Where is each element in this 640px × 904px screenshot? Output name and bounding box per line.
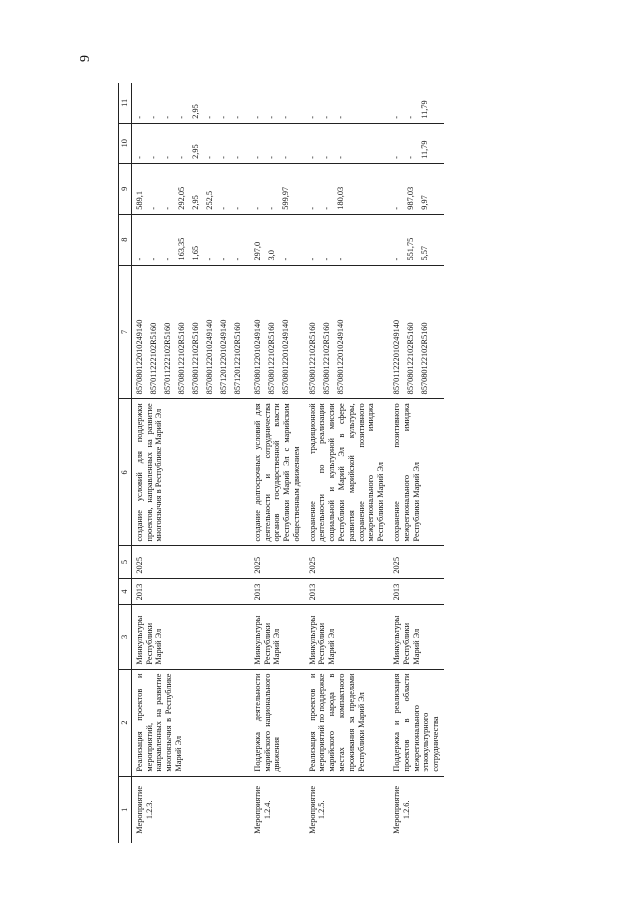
amount-col9	[305, 163, 389, 214]
amount-col11-value: -	[176, 115, 186, 119]
amount-col9-value: 252,5	[204, 191, 214, 210]
amount-col10-value: -	[335, 156, 345, 159]
executor: Минкультуры Республики Марий Эл	[305, 605, 389, 669]
amount-col9-value: -	[252, 206, 262, 210]
budget-code-value: 857011222010249140	[391, 319, 401, 395]
amount-col10	[131, 123, 250, 163]
amount-col9-value: 987,03	[405, 186, 415, 210]
amount-col9-value: -	[266, 206, 276, 210]
amount-col8	[250, 214, 305, 265]
amount-col9-value: 599,97	[280, 186, 290, 210]
amount-col10	[389, 123, 444, 163]
amount-col10-value: -	[266, 156, 276, 159]
amount-col11-value: -	[162, 115, 172, 119]
budget-code-value: 857080122010249140	[335, 319, 345, 395]
amount-col8	[305, 214, 389, 265]
end-year: 2025	[389, 546, 444, 578]
amount-col10-value: -	[176, 156, 186, 159]
rotated-table-sheet	[118, 83, 570, 843]
amount-col8	[131, 214, 250, 265]
measure-label: Мероприятие 1.2.6.	[391, 785, 411, 834]
amount-col11-value: -	[321, 115, 331, 119]
col-header: 9	[119, 163, 132, 214]
amount-col8-value: 5,57	[419, 246, 429, 261]
amount-col8-value: 1,65	[190, 246, 200, 261]
expected-result: сохранение традиционной деятельности по реализации социальной и культурной миссии Республики Марий Эл в сфере развития марийской культуры, сохранение позитивного межрегионального имиджа Республики Марий Эл	[305, 399, 389, 546]
budget-code-value: 857080122102R5160	[176, 322, 186, 395]
amount-col8-value: 163,35	[176, 237, 186, 261]
amount-col9-value: -	[321, 206, 331, 210]
amount-col8-value: -	[162, 257, 172, 261]
amount-col8-value: -	[218, 257, 228, 261]
amount-col9-value: -	[307, 206, 317, 210]
amount-col10-value: 2,95	[190, 144, 200, 159]
measure-label: Мероприятие 1.2.3.	[134, 785, 154, 834]
amount-col9	[250, 163, 305, 214]
budget-code-value: 857011222102R5160	[162, 322, 172, 395]
amount-col9-value: -	[218, 206, 228, 210]
amount-col10-value: -	[405, 156, 415, 159]
amount-col11-value: -	[218, 115, 228, 119]
amount-col11-value: -	[280, 115, 290, 119]
amount-col10-value: -	[391, 156, 401, 159]
budget-code-value: 857080122010249140	[204, 319, 214, 395]
budget-code-value: 857080122102R5160	[321, 322, 331, 395]
amount-col9-value: 2,95	[190, 195, 200, 210]
amount-col11	[305, 83, 389, 123]
budget-code-value: 857080122102R5160	[307, 322, 317, 395]
amount-col8-value: -	[335, 257, 345, 261]
table-body	[131, 83, 444, 843]
amount-col8-value: -	[307, 257, 317, 261]
budget-code	[131, 265, 250, 399]
amount-col10	[250, 123, 305, 163]
budget-code	[305, 265, 389, 399]
amount-col11-value: -	[405, 115, 415, 119]
amount-col9-value: 180,03	[335, 186, 345, 210]
budget-code-value: 857080122102R5160	[190, 322, 200, 395]
col-header: 6	[119, 399, 132, 546]
col-header: 2	[119, 669, 132, 776]
col-header: 4	[119, 578, 132, 605]
measure-name: Поддержка деятельности марийского национального движения	[250, 669, 305, 776]
start-year: 2013	[305, 578, 389, 605]
budget-code-value: 857080122102R5160	[419, 322, 429, 395]
col-header: 8	[119, 214, 132, 265]
amount-col8-value: -	[280, 257, 290, 261]
amount-col8-value: -	[232, 257, 242, 261]
col-header: 11	[119, 83, 132, 123]
amount-col10-value: 11,79	[419, 140, 429, 159]
amount-col10-value: -	[218, 156, 228, 159]
amount-col11	[389, 83, 444, 123]
amount-col9-value: -	[162, 206, 172, 210]
amount-col11-value: -	[252, 115, 262, 119]
expected-result: сохранение позитивного межрегионального имиджа Республики Марий Эл	[389, 399, 444, 546]
amount-col10-value: -	[204, 156, 214, 159]
budget-code-value: 857080122102R5160	[266, 322, 276, 395]
amount-col9	[389, 163, 444, 214]
amount-col8-value: 3,0	[266, 250, 276, 261]
table-row	[131, 83, 250, 843]
amount-col10-value: -	[307, 156, 317, 159]
expected-result: создание условий для поддержки проектов, направленных на развитие многоязычия в Республике Марий Эл	[131, 399, 250, 546]
amount-col11-value: -	[148, 115, 158, 119]
col-header: 5	[119, 546, 132, 578]
col-header: 7	[119, 265, 132, 399]
measure-name: Реализация проектов и мероприятий, направленных на развитие многоязычия в Республике Марий Эл	[131, 669, 250, 776]
table-row	[389, 83, 444, 843]
budget-code-value: 857120122010249140	[218, 319, 228, 395]
executor: Минкультуры Республики Марий Эл	[250, 605, 305, 669]
amount-col11-value: -	[307, 115, 317, 119]
budget-code-value: 857120122102R5160	[232, 322, 242, 395]
page-number: 9	[78, 55, 93, 62]
amount-col8	[389, 214, 444, 265]
start-year: 2013	[389, 578, 444, 605]
amount-col11-value: -	[335, 115, 345, 119]
end-year: 2025	[250, 546, 305, 578]
budget-code-value: 857080122102R5160	[405, 322, 415, 395]
table-row	[305, 83, 389, 843]
amount-col10-value: -	[148, 156, 158, 159]
amount-col11-value: -	[134, 115, 144, 119]
start-year: 2013	[250, 578, 305, 605]
amount-col8-value: -	[134, 257, 144, 261]
amount-col10-value: -	[280, 156, 290, 159]
amount-col9-value: -	[148, 206, 158, 210]
amount-col10-value: -	[321, 156, 331, 159]
amount-col11-value: -	[204, 115, 214, 119]
amount-col8-value: -	[204, 257, 214, 261]
amount-col9	[131, 163, 250, 214]
amount-col11-value: 2,95	[190, 104, 200, 119]
budget-code-value: 857080122010249140	[252, 319, 262, 395]
amount-col11-value: -	[232, 115, 242, 119]
amount-col8-value: 297,0	[252, 241, 262, 261]
amount-col8-value: -	[321, 257, 331, 261]
executor: Минкультуры Республики Марий Эл	[131, 605, 250, 669]
budget-code-value: 857011222102R5160	[148, 322, 158, 395]
amount-col8-value: 551,75	[405, 237, 415, 261]
budget-code-value: 857080122010249140	[134, 319, 144, 395]
amount-col10-value: -	[232, 156, 242, 159]
amount-col9-value: -	[232, 206, 242, 210]
table-row	[250, 83, 305, 843]
amount-col10-value: -	[252, 156, 262, 159]
col-header: 3	[119, 605, 132, 669]
column-number-row	[119, 83, 132, 843]
amount-col8-value: -	[391, 257, 401, 261]
col-header: 10	[119, 123, 132, 163]
col-header: 1	[119, 776, 132, 843]
measure-label: Мероприятие 1.2.4.	[252, 785, 272, 834]
amount-col9-value: 589,1	[134, 191, 144, 210]
budget-code	[250, 265, 305, 399]
end-year: 2025	[305, 546, 389, 578]
expected-result: создание долгосрочных условий для деятельности и сотрудничества органов государственной власти Республики Марий Эл с марийским общественным движением	[250, 399, 305, 546]
executor: Минкультуры Республики Марий Эл	[389, 605, 444, 669]
amount-col10-value: -	[134, 156, 144, 159]
amount-col11	[250, 83, 305, 123]
amount-col9-value: 9,97	[419, 195, 429, 210]
start-year: 2013	[131, 578, 250, 605]
amount-col9-value: -	[391, 206, 401, 210]
measure-label: Мероприятие 1.2.5.	[307, 785, 327, 834]
end-year: 2025	[131, 546, 250, 578]
amount-col11-value: -	[391, 115, 401, 119]
amount-col10-value: -	[162, 156, 172, 159]
amount-col11	[131, 83, 250, 123]
amount-col9-value: 292,05	[176, 186, 186, 210]
amount-col11-value: -	[266, 115, 276, 119]
measure-name: Реализация проектов и мероприятий по поддержке марийского народа в местах компактного проживания за пределами Республики Марий Эл	[305, 669, 389, 776]
amount-col8-value: -	[148, 257, 158, 261]
amount-col10	[305, 123, 389, 163]
budget-code-value: 857080122010249140	[280, 319, 290, 395]
measure-name: Поддержка и реализация проектов в области межрегионального этнокультурного сотрудничества	[389, 669, 444, 776]
budget-code	[389, 265, 444, 399]
amount-col11-value: 11,79	[419, 100, 429, 119]
program-measures-table	[118, 83, 444, 843]
